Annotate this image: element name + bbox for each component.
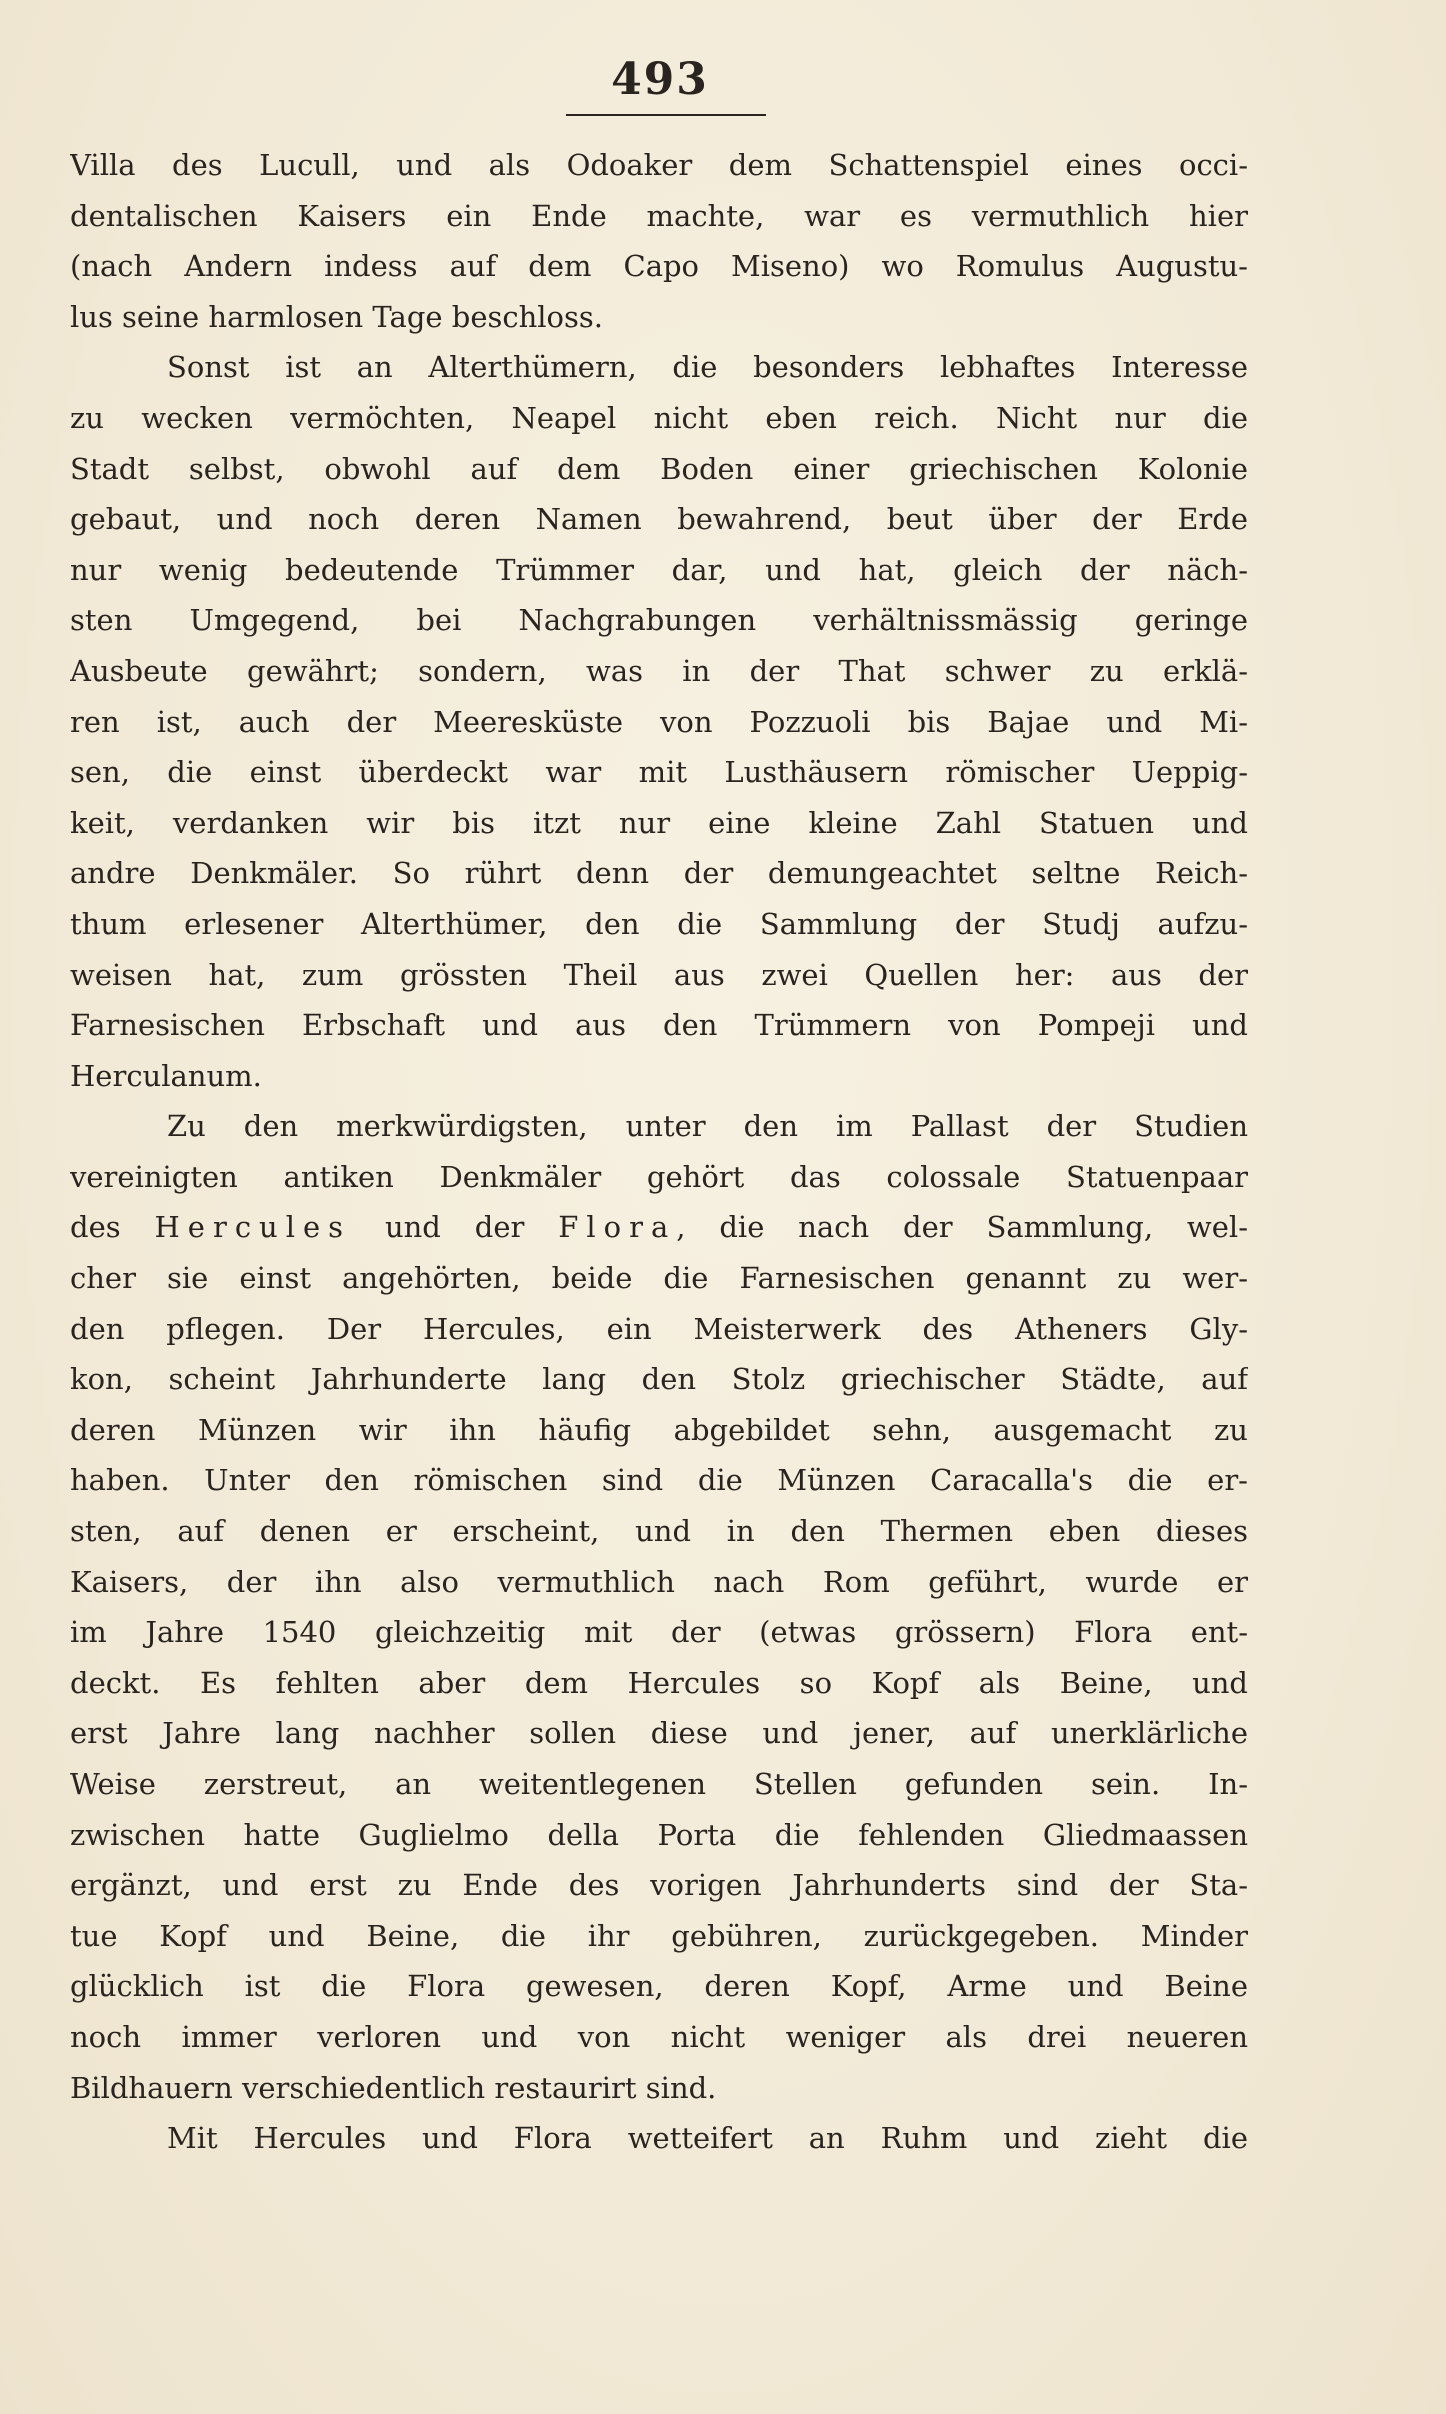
- text-line: dentalischen Kaisers ein Ende machte, war es vermuthlich hier: [70, 198, 1248, 233]
- text-line: zu wecken vermöchten, Neapel nicht eben reich. Nicht nur die: [70, 400, 1248, 435]
- spaced-name-flora: Flora: [558, 1210, 677, 1245]
- text-line: nur wenig bedeutende Trümmer dar, und hat, gleich der näch-: [70, 552, 1248, 587]
- text-line: sten, auf denen er erscheint, und in den Thermen eben dieses: [70, 1514, 1248, 1549]
- text-line: lus seine harmlosen Tage beschloss.: [70, 299, 604, 334]
- paragraph-start-line: Sonst ist an Alterthümern, die besonders lebhaftes Interesse: [167, 350, 1248, 385]
- text-segment: des: [70, 1210, 155, 1245]
- text-line: gebaut, und noch deren Namen bewahrend, beut über der Erde: [70, 502, 1248, 537]
- header-rule: [566, 114, 766, 116]
- text-line: thum erlesener Alterthümer, den die Sammlung der Studj aufzu-: [70, 906, 1248, 941]
- text-line: haben. Unter den römischen sind die Münzen Caracalla's die er-: [70, 1463, 1248, 1498]
- text-line: deckt. Es fehlten aber dem Hercules so Kopf als Beine, und: [70, 1665, 1248, 1700]
- text-segment: , die nach der Sammlung, wel-: [676, 1210, 1248, 1245]
- text-line: den pflegen. Der Hercules, ein Meisterwerk des Atheners Gly-: [70, 1311, 1248, 1346]
- text-line: Weise zerstreut, an weitentlegenen Stellen gefunden sein. In-: [70, 1767, 1248, 1801]
- spaced-name-hercules: Hercules: [154, 1210, 352, 1245]
- text-line: weisen hat, zum grössten Theil aus zwei Quellen her: aus der: [70, 957, 1248, 992]
- text-line: Herculanum.: [70, 1058, 262, 1093]
- text-line: sen, die einst überdeckt war mit Lusthäusern römischer Ueppig-: [70, 755, 1248, 790]
- body-text: [70, 140, 1248, 2164]
- text-line: deren Münzen wir ihn häufig abgebildet sehn, ausgemacht zu: [70, 1412, 1248, 1447]
- text-line: andre Denkmäler. So rührt denn der demungeachtet seltne Reich-: [70, 856, 1248, 891]
- text-segment: und der: [351, 1210, 559, 1245]
- text-line: Stadt selbst, obwohl auf dem Boden einer griechischen Kolonie: [70, 451, 1248, 486]
- text-line: Ausbeute gewährt; sondern, was in der That schwer zu erklä-: [70, 653, 1248, 688]
- text-line: sten Umgegend, bei Nachgrabungen verhältnissmässig geringe: [70, 603, 1248, 638]
- text-line: Villa des Lucull, und als Odoaker dem Schattenspiel eines occi-: [70, 148, 1248, 182]
- page-number: 493: [611, 54, 709, 105]
- text-line: zwischen hatte Guglielmo della Porta die fehlenden Gliedmaassen: [70, 1817, 1248, 1852]
- text-line: (nach Andern indess auf dem Capo Miseno) wo Romulus Augustu-: [70, 249, 1248, 284]
- text-line-spaced-names: [70, 1202, 1248, 1253]
- text-line: im Jahre 1540 gleichzeitig mit der (etwas grössern) Flora ent-: [70, 1615, 1248, 1650]
- text-line: ren ist, auch der Meeresküste von Pozzuoli bis Bajae und Mi-: [70, 704, 1248, 739]
- text-line: Farnesischen Erbschaft und aus den Trümmern von Pompeji und: [70, 1008, 1248, 1043]
- text-line: vereinigten antiken Denkmäler gehört das colossale Statuenpaar: [70, 1159, 1248, 1194]
- paragraph-start-line: Zu den merkwürdigsten, unter den im Pallast der Studien: [167, 1109, 1248, 1144]
- text-line: tue Kopf und Beine, die ihr gebühren, zurückgegeben. Minder: [70, 1918, 1248, 1953]
- text-line: glücklich ist die Flora gewesen, deren Kopf, Arme und Beine: [70, 1969, 1248, 2004]
- text-line: noch immer verloren und von nicht weniger als drei neueren: [70, 2019, 1248, 2054]
- text-line: cher sie einst angehörten, beide die Farnesischen genannt zu wer-: [70, 1261, 1248, 1296]
- text-line: Kaisers, der ihn also vermuthlich nach Rom geführt, wurde er: [70, 1564, 1248, 1599]
- text-line: ergänzt, und erst zu Ende des vorigen Jahrhunderts sind der Sta-: [70, 1868, 1248, 1903]
- text-line: kon, scheint Jahrhunderte lang den Stolz griechischer Städte, auf: [70, 1362, 1248, 1397]
- text-line: Bildhauern verschiedentlich restaurirt sind.: [70, 2070, 717, 2105]
- text-line: erst Jahre lang nachher sollen diese und jener, auf unerklärliche: [70, 1716, 1248, 1751]
- text-line: keit, verdanken wir bis itzt nur eine kleine Zahl Statuen und: [70, 805, 1248, 840]
- paragraph-start-line: Mit Hercules und Flora wetteifert an Ruhm und zieht die: [167, 2121, 1248, 2156]
